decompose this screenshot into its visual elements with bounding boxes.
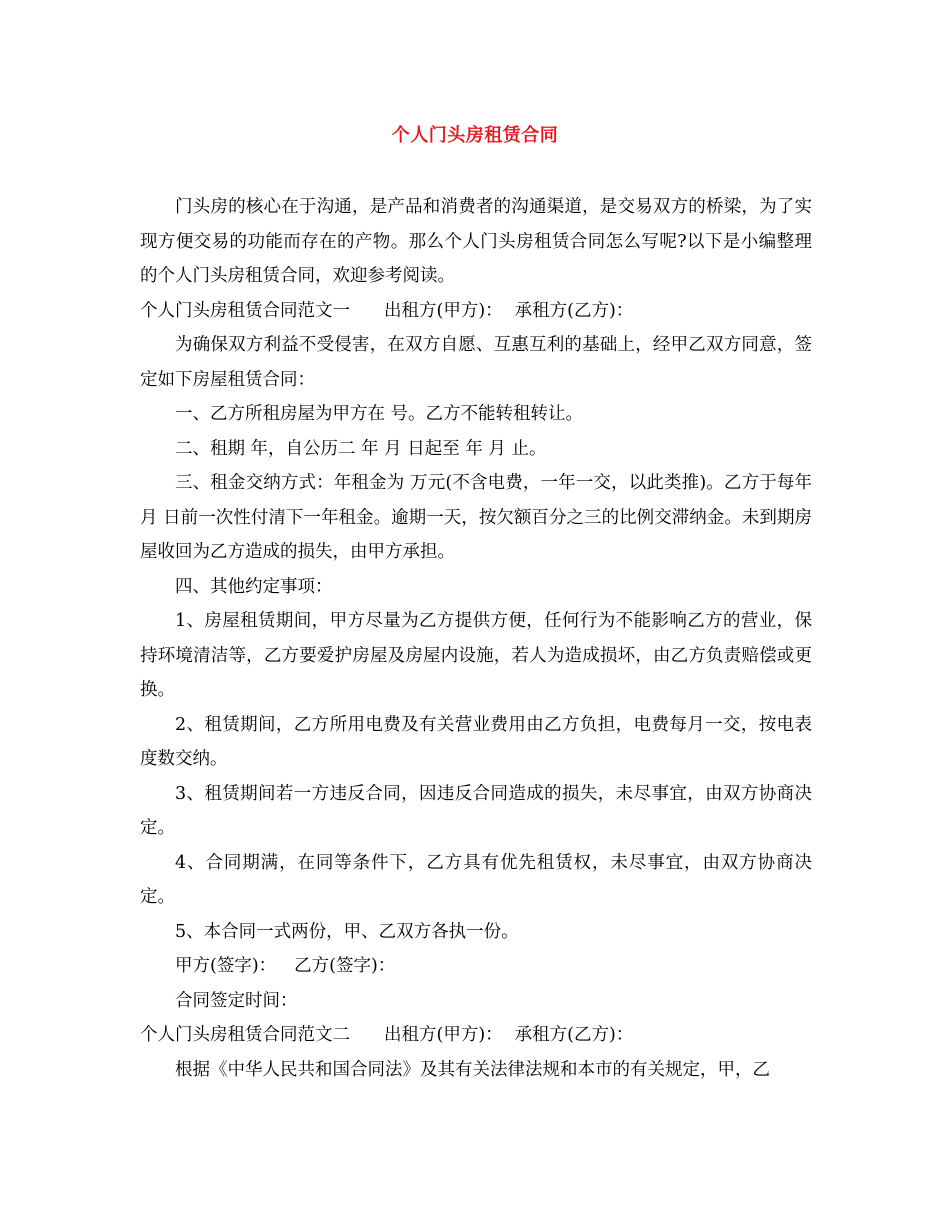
clause-4: 四、其他约定事项： (175, 576, 333, 597)
sample1-preamble: 为确保双方利益不受侵害，在双方自愿、互惠互利的基础上，经甲乙双方同意，签定如下房屋租赁合同： (140, 335, 812, 390)
item-2: 2、租赁期间，乙方所用电费及有关营业费用由乙方负担，电费每月一交，按电表度数交纳。 (140, 714, 812, 769)
clause-1: 一、乙方所租房屋为甲方在 号。乙方不能转租转让。 (175, 404, 584, 424)
clause-2: 二、租期 年，自公历二 年 月 日起至 年 月 止。 (175, 438, 547, 459)
item-5: 5、本合同一式两份，甲、乙双方各执一份。 (175, 921, 519, 942)
sample2-heading-line (140, 1018, 812, 1053)
clause-3: 三、租金交纳方式：年租金为 万元(不含电费，一年一交，以此类推)。乙方于每年 月 日前一次性付清下一年租金。逾期一天，按欠额百分之三的比例交滞纳金。未到期房屋收回为乙方造成的损失，由甲方承担。 (140, 473, 812, 562)
document-body (140, 190, 812, 1087)
signature-line (140, 949, 812, 984)
sample1-lessee-label: 承租方(乙方)： (514, 300, 634, 321)
item-4: 4、合同期满，在同等条件下，乙方具有优先租赁权，未尽事宜，由双方协商决定。 (140, 852, 812, 907)
intro-paragraph: 门头房的核心在于沟通，是产品和消费者的沟通渠道，是交易双方的桥梁，为了实现方便交易的功能而存在的产物。那么个人门头房租赁合同怎么写呢?以下是小编整理的个人门头房租赁合同，欢迎参考阅读。 (140, 197, 812, 286)
sample1-lessor-label: 出租方(甲方)： (384, 300, 503, 321)
sample2-lessee-label: 承租方(乙方)： (514, 1025, 634, 1045)
document-title: 个人门头房租赁合同 (391, 125, 559, 146)
signature-party-a: 甲方(签字)： (175, 956, 277, 976)
signing-date: 合同签定时间： (175, 990, 298, 1011)
signature-party-b: 乙方(签字)： (294, 956, 396, 976)
sample2-lessor-label: 出租方(甲方)： (384, 1025, 503, 1045)
sample1-heading-line (140, 294, 812, 329)
item-3: 3、租赁期间若一方违反合同，因违反合同造成的损失，未尽事宜，由双方协商决定。 (140, 783, 812, 838)
sample2-heading: 个人门头房租赁合同范文二 (140, 1025, 350, 1045)
sample2-preamble: 根据《中华人民共和国合同法》及其有关法律法规和本市的有关规定，甲，乙 (175, 1059, 770, 1080)
item-1: 1、房屋租赁期间，甲方尽量为乙方提供方便，任何行为不能影响乙方的营业，保持环境清洁等，乙方要爱护房屋及房屋内设施，若人为造成损坏，由乙方负责赔偿或更换。 (140, 611, 812, 700)
sample1-heading: 个人门头房租赁合同范文一 (140, 300, 350, 321)
